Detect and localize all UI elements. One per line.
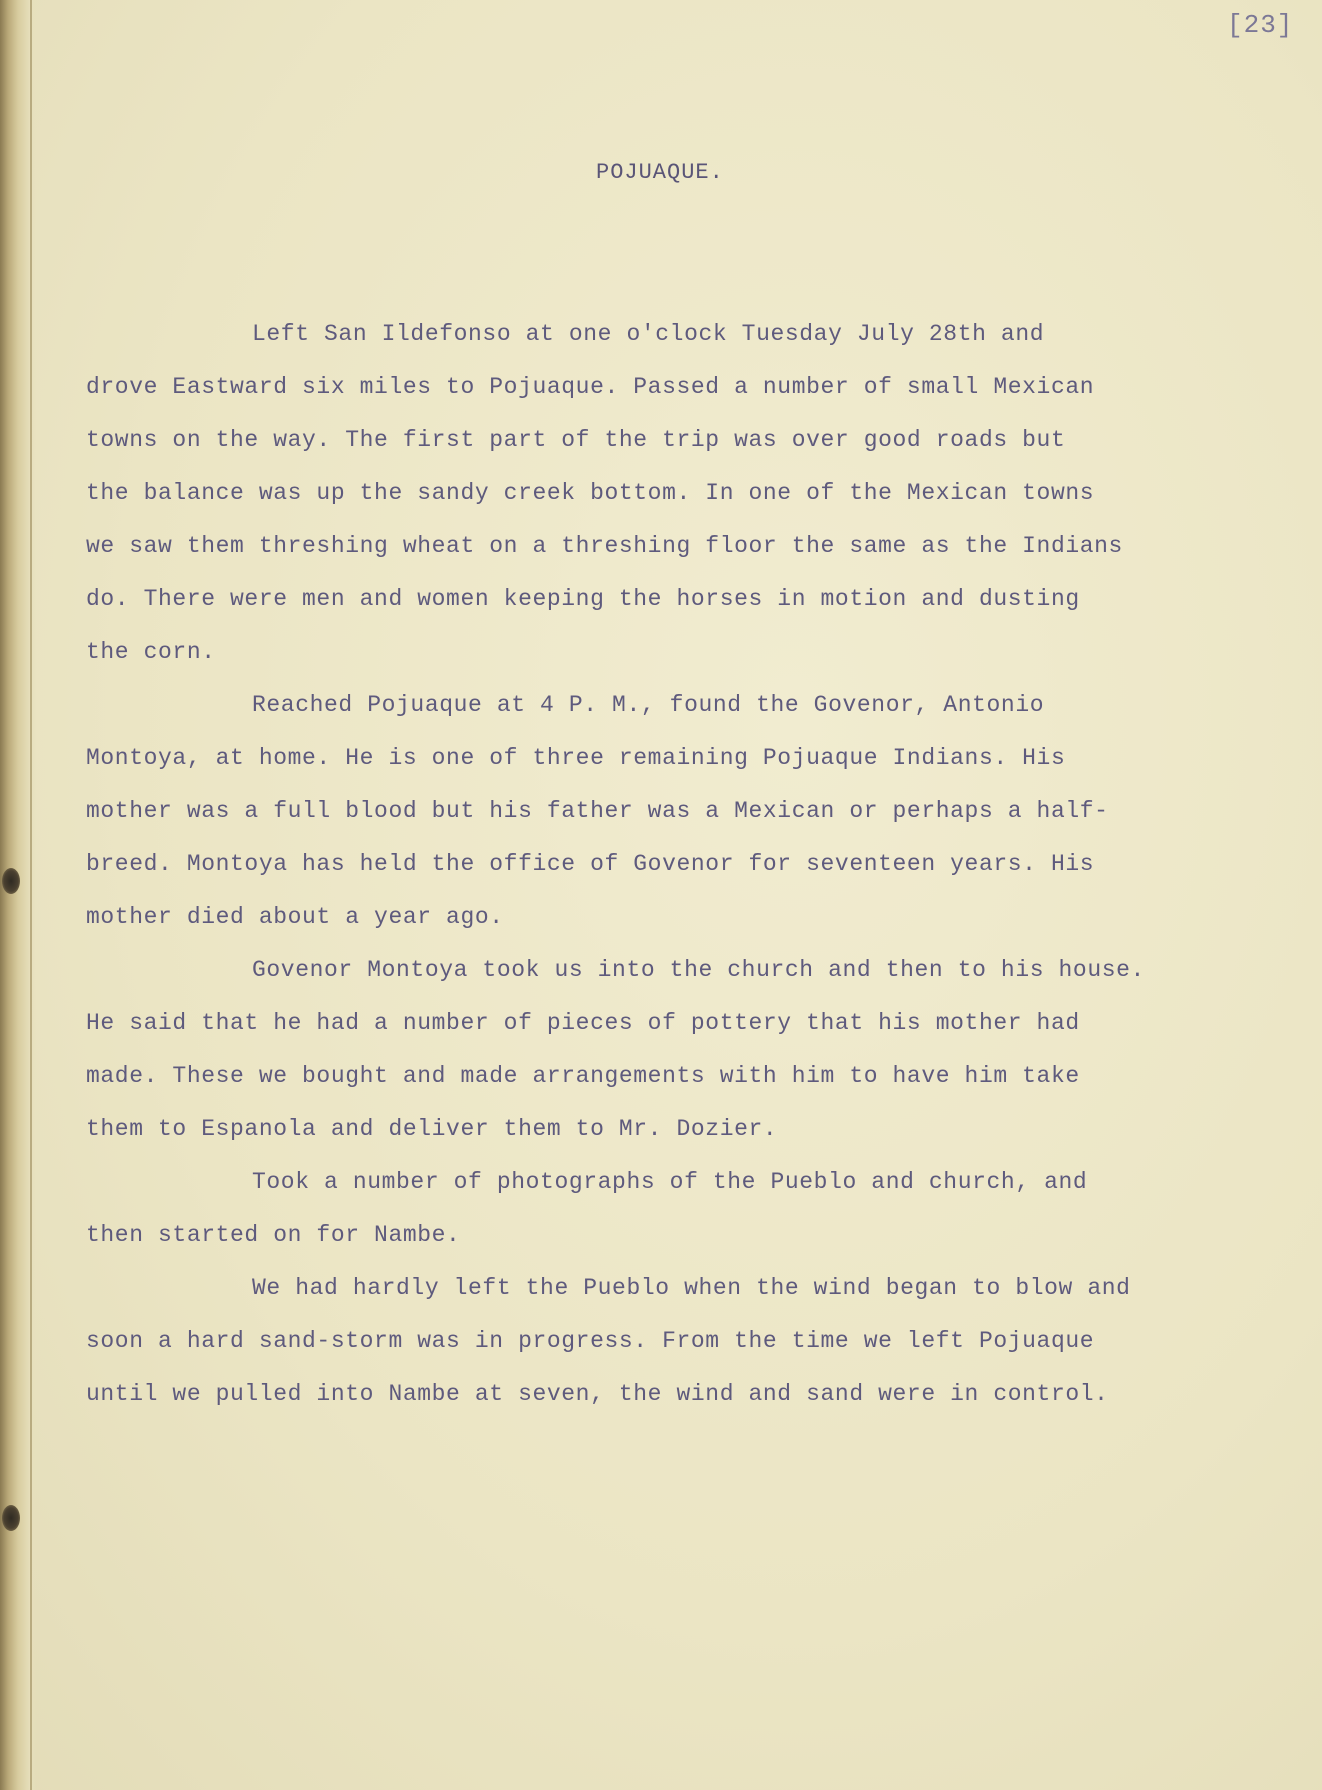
page-title: POJUAQUE.	[596, 160, 724, 185]
text-line: we saw them threshing wheat on a threshing floor the same as the Indians	[86, 533, 1123, 559]
text-line: drove Eastward six miles to Pojuaque. Passed a number of small Mexican	[86, 374, 1095, 400]
text-line: breed. Montoya has held the office of Govenor for seventeen years. His	[86, 851, 1095, 877]
text-line: Left San Ildefonso at one o'clock Tuesday July 28th and	[252, 321, 1045, 347]
text-line: Reached Pojuaque at 4 P. M., found the Govenor, Antonio	[252, 692, 1045, 718]
paragraph	[86, 944, 1276, 1156]
text-line: He said that he had a number of pieces of pottery that his mother had	[86, 1010, 1080, 1036]
paragraph	[86, 1156, 1276, 1262]
text-line: them to Espanola and deliver them to Mr. Dozier.	[86, 1116, 778, 1142]
page-number: [23]	[1227, 10, 1294, 40]
text-line: then started on for Nambe.	[86, 1222, 461, 1248]
text-line: the balance was up the sandy creek bottom. In one of the Mexican towns	[86, 480, 1095, 506]
text-line: towns on the way. The first part of the trip was over good roads but	[86, 427, 1066, 453]
text-line: Govenor Montoya took us into the church and then to his house.	[252, 957, 1145, 983]
body-text	[86, 308, 1276, 1421]
text-line: Took a number of photographs of the Pueblo and church, and	[252, 1169, 1088, 1195]
text-line: mother died about a year ago.	[86, 904, 504, 930]
text-line: made. These we bought and made arrangements with him to have him take	[86, 1063, 1080, 1089]
text-line: Montoya, at home. He is one of three remaining Pojuaque Indians. His	[86, 745, 1066, 771]
paragraph	[86, 679, 1276, 944]
text-line: We had hardly left the Pueblo when the wind began to blow and	[252, 1275, 1131, 1301]
text-line: until we pulled into Nambe at seven, the wind and sand were in control.	[86, 1381, 1109, 1407]
punch-hole	[2, 868, 20, 894]
punch-hole	[2, 1505, 20, 1531]
text-line: do. There were men and women keeping the horses in motion and dusting	[86, 586, 1080, 612]
text-line: mother was a full blood but his father was a Mexican or perhaps a half-	[86, 798, 1109, 824]
paragraph	[86, 1262, 1276, 1421]
text-line: soon a hard sand-storm was in progress. From the time we left Pojuaque	[86, 1328, 1095, 1354]
text-line: the corn.	[86, 639, 216, 665]
page-edge-line	[30, 0, 32, 1790]
paragraph	[86, 308, 1276, 679]
